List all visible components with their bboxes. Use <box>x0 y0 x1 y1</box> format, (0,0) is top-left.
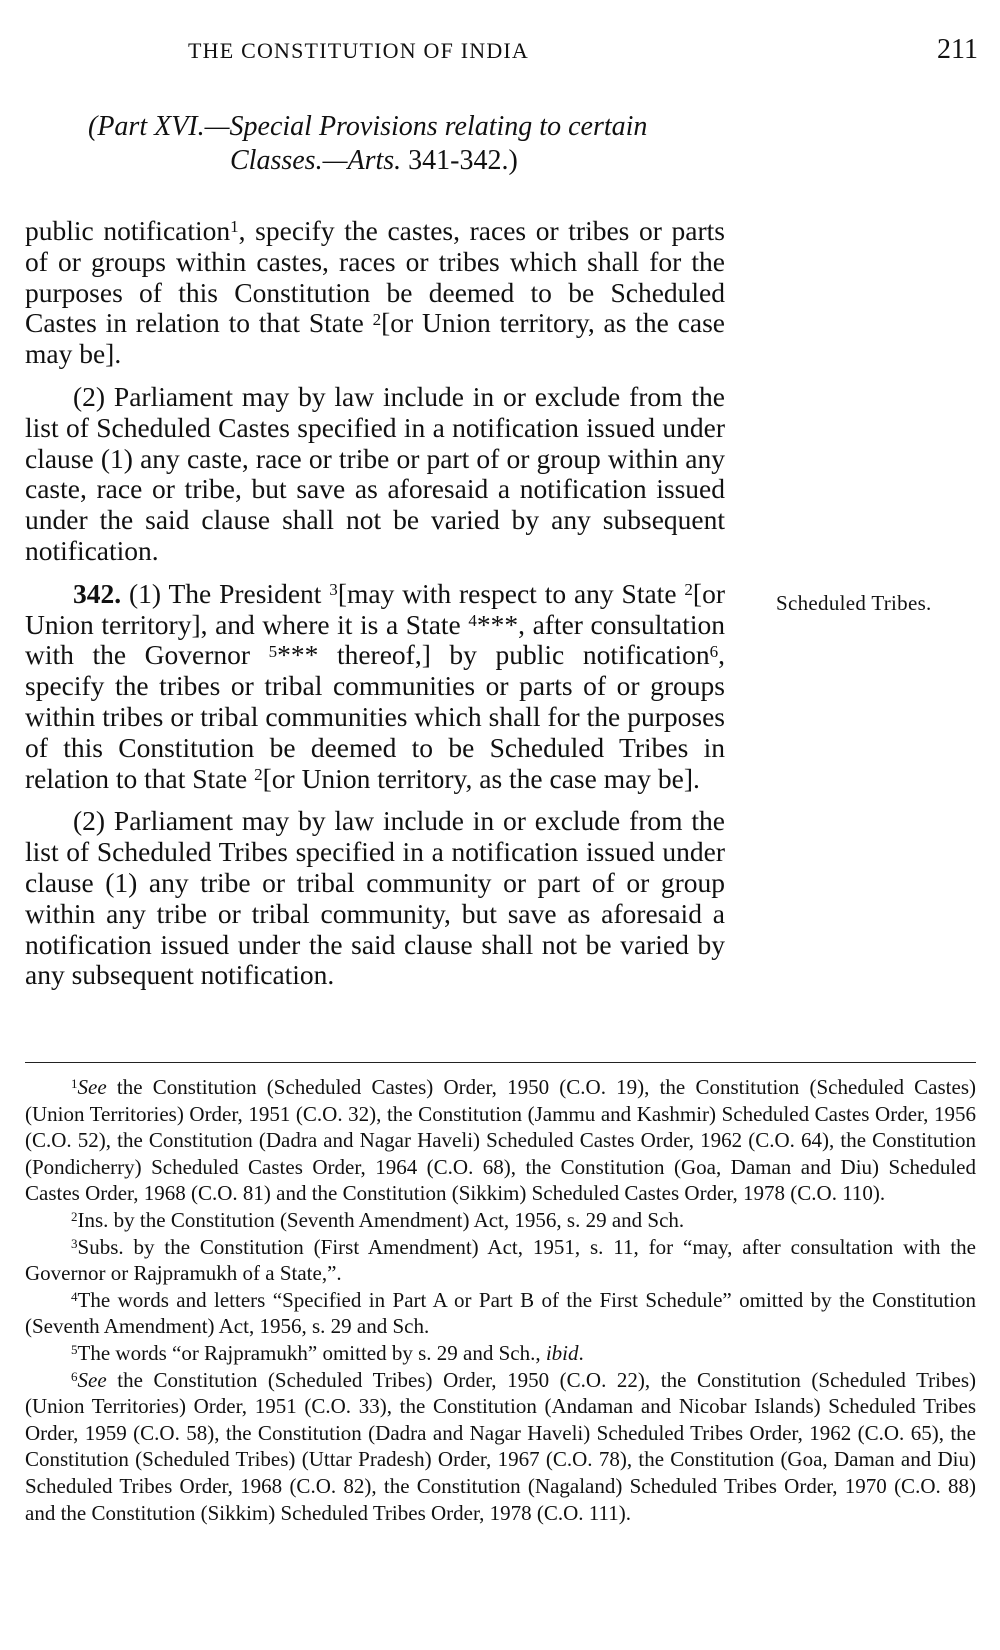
footnote-ref-5[interactable]: 5 <box>268 641 278 661</box>
footnote-6 <box>25 1367 976 1527</box>
footnote-ref-6[interactable]: 6 <box>709 641 719 661</box>
footnote-text: The words “or Rajpramukh” omitted by s. 29 and Sch., <box>77 1340 546 1365</box>
footnote-2 <box>25 1207 976 1234</box>
footnote-ref-4[interactable]: 4 <box>468 610 477 630</box>
text-run: [or Union territory], and where it is a State <box>25 577 725 640</box>
part-heading <box>88 110 688 178</box>
paragraph-342-2: (2) Parliament may by law include in or exclude from the list of Scheduled Tribes specified in a notification issued under clause (1) any tribe or tribal community or part of or group within any tribe or tribal community, but save as aforesaid a notification issued under the said clause shall not be varied by any subsequent notification. <box>25 805 725 991</box>
footnote-ref-2[interactable]: 2 <box>372 309 382 329</box>
ibid-italic: ibid <box>545 1340 579 1365</box>
see-italic: See <box>77 1075 107 1099</box>
text-run: , specify the tribes or tribal communities or parts of or groups within tribes or tribal communities which shall for the purposes of this Constitution be deemed to be Scheduled Tribes in relation to that State <box>25 639 725 794</box>
part-heading-articles: 341-342.) <box>401 145 518 176</box>
paragraph-341-1-continued <box>25 216 725 370</box>
footnote-text: . <box>578 1340 584 1365</box>
footnote-1 <box>25 1074 976 1207</box>
footnote-ref-3[interactable]: 3 <box>329 580 338 600</box>
paragraph-341-2: (2) Parliament may by law include in or exclude from the list of Scheduled Castes specified in a notification issued under clause (1) any caste, race or tribe or part of or group within any caste, race or tribe, but save as aforesaid a notification issued under the said clause shall not be varied by any subsequent notification. <box>25 380 725 566</box>
footnote-text: the Constitution (Scheduled Castes) Order, 1950 (C.O. 19), the Constitution (Scheduled Castes) (Union Territories) Order, 1951 (C.O. 32), the Constitution (Jammu and Kashmir) Scheduled Castes Order, 1956 (C.O. 52), the Constitution (Dadra and Nagar Haveli) Scheduled Castes Order, 1962 (C.O. 64), the Constitution (Pondicherry) Scheduled Castes Order, 1964 (C.O. 68), the Constitution (Goa, Daman and Diu) Scheduled Castes Order, 1968 (C.O. 81) and the Constitution (Sikkim) Scheduled Castes Order, 1978 (C.O. 110). <box>25 1075 976 1206</box>
footnote-ref-2[interactable]: 2 <box>684 580 693 600</box>
footnote-marker: 5 <box>71 1342 78 1358</box>
footnote-5 <box>25 1340 976 1367</box>
text-run: , specify the castes, races or tribes or parts of or groups within castes, races or tribes which shall for the purposes of this Constitution be deemed to be Scheduled Castes in relation to that State <box>25 215 726 339</box>
footnote-divider <box>25 1062 976 1063</box>
text-run: [or Union territory, as the case may be]. <box>262 762 700 794</box>
text-run: (1) The President <box>121 577 330 609</box>
footnote-ref-2[interactable]: 2 <box>254 764 263 784</box>
paragraph-342-1 <box>25 579 725 795</box>
text-run: public notification <box>25 215 231 246</box>
footnote-4 <box>25 1287 976 1340</box>
article-body <box>25 216 725 1003</box>
running-title: THE CONSTITUTION OF INDIA <box>188 38 530 63</box>
text-run: *** thereof,] by public notification <box>277 639 710 671</box>
footnote-text: The words and letters “Specified in Part A or Part B of the First Schedule” omitted by the Constitution (Seventh Amendment) Act, 1956, s. 29 and Sch. <box>25 1287 976 1339</box>
part-heading-line1: (Part XVI.—Special Provisions relating to certain <box>88 111 648 142</box>
running-header <box>0 36 1000 70</box>
text-run: ***, after consultation with the Governor <box>25 608 725 671</box>
page-number: 211 <box>937 34 978 65</box>
article-number: 342. <box>73 577 122 609</box>
footnote-text: Subs. by the Constitution (First Amendment) Act, 1951, s. 11, for “may, after consultation with the Governor or Rajpramukh of a State,”. <box>25 1234 976 1286</box>
footnote-text: the Constitution (Scheduled Tribes) Order, 1950 (C.O. 22), the Constitution (Scheduled Tribes) (Union Territories) Order, 1951 (C.O. 33), the Constitution (Andaman and Nicobar Islands) Scheduled Tribes Order, 1959 (C.O. 58), the Constitution (Dadra and Nagar Haveli) Scheduled Tribes Order, 1962 (C.O. 65), the Constitution (Scheduled Tribes) (Uttar Pradesh) Order, 1967 (C.O. 78), the Constitution (Goa, Daman and Diu) Scheduled Tribes Order, 1968 (C.O. 82), the Constitution (Nagaland) Scheduled Tribes Order, 1970 (C.O. 88) and the Constitution (Sikkim) Scheduled Tribes Order, 1978 (C.O. 111). <box>25 1367 976 1525</box>
footnote-marker: 1 <box>71 1076 78 1092</box>
footnote-ref-1[interactable]: 1 <box>230 217 239 237</box>
footnote-marker: 4 <box>71 1288 78 1304</box>
footnote-marker: 6 <box>71 1368 78 1384</box>
see-italic: See <box>77 1367 107 1392</box>
text-run: [or Union territory, as the case may be]. <box>25 307 725 370</box>
text-run: [may with respect to any State <box>337 577 685 609</box>
part-heading-line2 <box>88 144 688 178</box>
footnote-marker: 3 <box>71 1235 78 1251</box>
margin-note: Scheduled Tribes. <box>776 591 932 615</box>
footnotes <box>25 1074 976 1526</box>
footnote-3 <box>25 1234 976 1287</box>
footnote-marker: 2 <box>71 1209 78 1225</box>
footnote-text: Ins. by the Constitution (Seventh Amendment) Act, 1956, s. 29 and Sch. <box>77 1207 685 1232</box>
part-heading-classes: Classes.—Arts. <box>230 145 402 176</box>
